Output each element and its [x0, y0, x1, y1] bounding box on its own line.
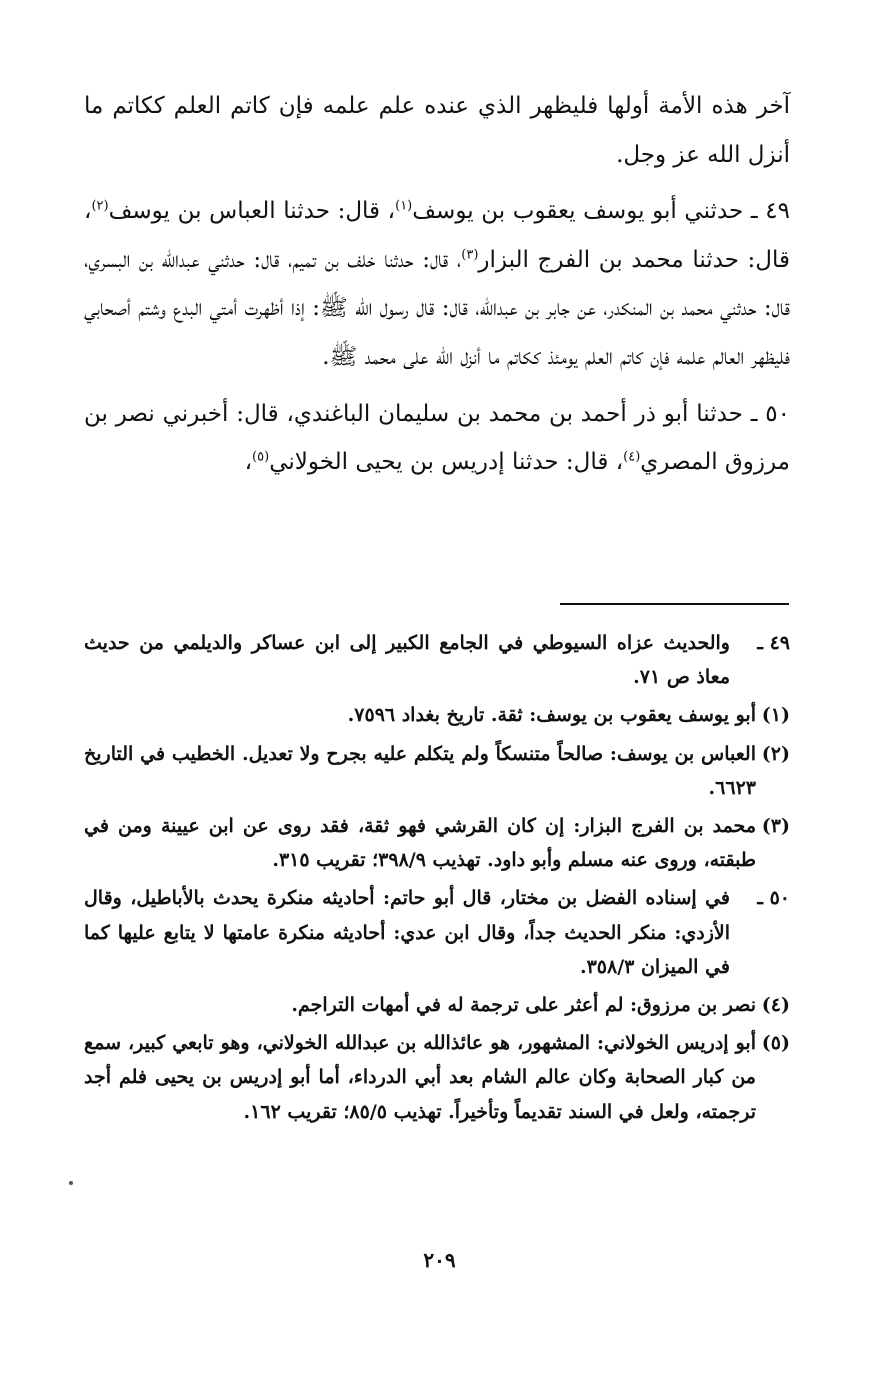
paragraph-50-text-a: حدثنا أبو ذر أحمد بن محمد بن سليمان الباغندي، قال: أخبرني نصر بن مرزوق المصري — [84, 400, 790, 476]
footnote-text: والحديث عزاه السيوطي في الجامع الكبير إلى ابن عساكر والديلمي من حديث معاذ ص ٧١. — [84, 632, 730, 689]
footnote-number: (٣) — [761, 815, 790, 838]
paragraph-49 — [84, 187, 790, 381]
footnote-text: العباس بن يوسف: صالحاً متنسكاً ولم يتكلم عليه بجرح ولا تعديل. الخطيب في التاريخ ٦٦٢٣. — [84, 742, 756, 799]
footnote-3 — [84, 809, 790, 877]
footnote-number: (٢) — [761, 742, 790, 765]
footnote-ref-4[interactable]: (٤) — [623, 449, 641, 465]
footnote-1 — [84, 698, 790, 732]
paragraph-50 — [84, 390, 790, 487]
paragraph-50-text-c: ، — [244, 449, 253, 476]
page-number: ٢٠٩ — [423, 1248, 456, 1272]
footnote-text: في إسناده الفضل بن مختار، قال أبو حاتم: أحاديثه منكرة يحدث بالأباطيل، وقال الأزدي: منكر الحديث جداً، وقال ابن عدي: أحاديثه منكرة عامتها لا يتابع عليها كما في الميزان ٣٥٨/٣. — [84, 887, 730, 978]
footnote-text: أبو إدريس الخولاني: المشهور، هو عائذالله بن عبدالله الخولاني، وهو تابعي كبير، سمع من كبار الصحابة وكان عالم الشام بعد أبي الدرداء، أما أبو إدريس بن يحيى فلم أجد ترجمته، ولعل في السند تقديماً وتأخيراً. تهذيب ٨٥/٥؛ تقريب ١٦٢. — [84, 1032, 756, 1123]
paragraph-49-text-d: ، قال: حدثنا خلف بن تميم، قال: حدثني عبدالله بن البسري، قال: حدثني محمد بن المنكدر، عن جابر بن عبدالله، قال: قال رسول الله ﷺ: إذا أظهرت أمتي البدع وشتم أصحابي فليظهر العالم علمه فإن كاتم العلم يومئذ ككاتم ما أنزل الله على محمد ﷺ. — [84, 246, 790, 370]
footnote-ref-1[interactable]: (١) — [395, 198, 413, 214]
hadith-number-50: ٥٠ ـ — [750, 400, 790, 427]
paragraph-50-text-b: ، قال: حدثنا إدريس بن يحيى الخولاني — [269, 449, 624, 476]
footnote-hadith-49 — [84, 626, 790, 694]
paragraph-49-text-c: ، قال: حدثنا محمد بن الفرج البزار — [84, 198, 791, 273]
footnote-separator — [560, 603, 789, 605]
paragraph-49-text-a: حدثني أبو يوسف يعقوب بن يوسف — [412, 198, 751, 225]
footnote-2 — [84, 737, 790, 805]
footnote-number: (٤) — [761, 994, 790, 1017]
footnote-hadith-50 — [84, 881, 790, 984]
footnote-number: (٥) — [761, 1032, 790, 1055]
footnote-number: ٤٩ ـ — [757, 632, 790, 654]
footnote-ref-2[interactable]: (٢) — [91, 198, 109, 214]
footnotes — [84, 626, 790, 1133]
footnote-ref-5[interactable]: (٥) — [252, 449, 270, 465]
hadith-number-49: ٤٩ ـ — [750, 198, 790, 225]
footnote-number: (١) — [761, 704, 790, 727]
footnote-text: نصر بن مرزوق: لم أعثر على ترجمة له في أمهات التراجم. — [291, 994, 756, 1017]
footnote-text: محمد بن الفرج البزار: إن كان القرشي فهو ثقة، فقد روى عن ابن عيينة ومن في طبقته، وروى عنه مسلم وأبو داود. تهذيب ٣٩٨/٩؛ تقريب ٣١٥. — [84, 815, 756, 872]
footnote-4 — [84, 988, 790, 1022]
footnote-text: أبو يوسف يعقوب بن يوسف: ثقة. تاريخ بغداد ٧٥٩٦. — [347, 704, 756, 727]
footnote-ref-3[interactable]: (٣) — [461, 247, 479, 263]
paragraph-48-ending: آخر هذه الأمة أولها فليظهر الذي عنده علم علمه فإن كاتم العلم ككاتم ما أنزل الله عز وجل. — [84, 93, 790, 168]
paragraph-49-text-b: ، قال: حدثنا العباس بن يوسف — [108, 198, 396, 225]
main-text — [84, 82, 790, 487]
scan-speck — [69, 1181, 73, 1185]
footnote-number: ٥٠ ـ — [757, 887, 790, 910]
footnote-5 — [84, 1026, 790, 1129]
